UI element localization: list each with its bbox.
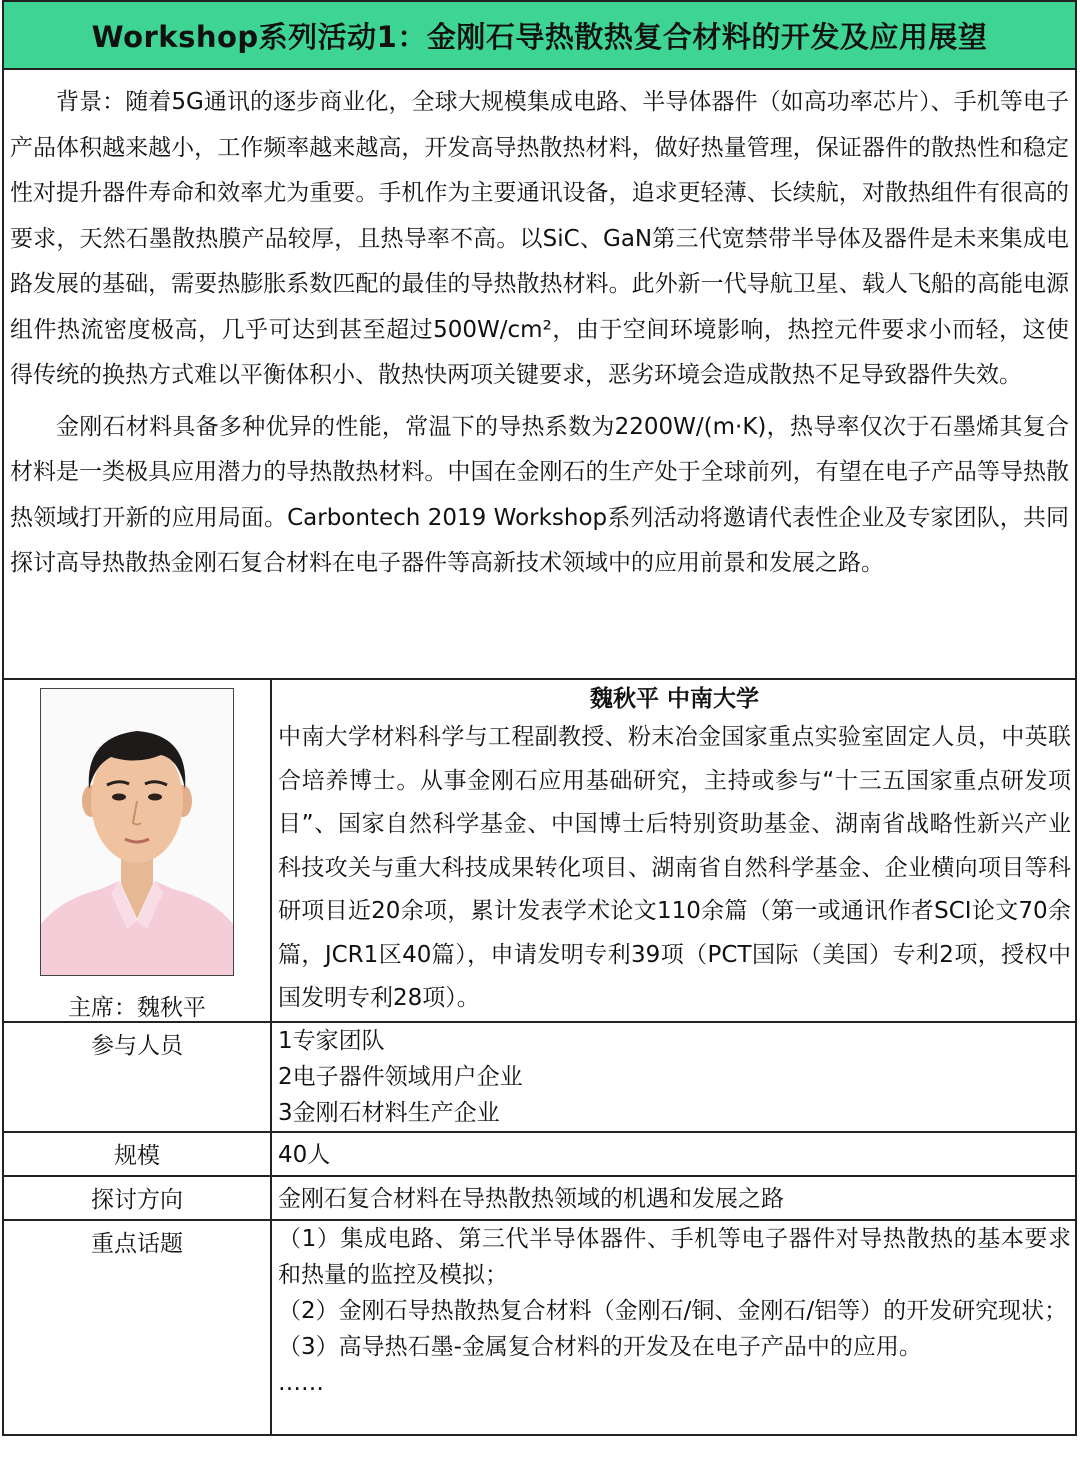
topic-item: （2）金刚石导热散热复合材料（金刚石/铜、金刚石/铝等）的开发研究现状；: [278, 1297, 1068, 1324]
chair-photo-cell: [4, 680, 271, 1022]
chair-label: 主席：魏秋平: [68, 994, 206, 1021]
scale-row: [4, 1132, 1075, 1176]
background-section: [4, 70, 1075, 680]
chair-row: [4, 680, 1075, 1022]
participants-row: [4, 1022, 1075, 1132]
participant-item: 3金刚石材料生产企业: [278, 1099, 500, 1126]
topics-label: 重点话题: [4, 1220, 271, 1434]
scale-label: 规模: [4, 1132, 271, 1176]
topic-item: ……: [278, 1369, 324, 1396]
background-paragraph-1: 背景：随着5G通讯的逐步商业化，全球大规模集成电路、半导体器件（如高功率芯片）、手机等电子产品体积越来越小，工作频率越来越高，开发高导热散热材料，做好热量管理，保证器件的散热性和稳定性对提升器件寿命和效率尤为重要。手机作为主要通讯设备，追求更轻薄、长续航，对散热组件有很高的要求，天然石墨散热膜产品较厚，且热导率不高。以SiC、GaN第三代宽禁带半导体及器件是未来集成电路发展的基础，需要热膨胀系数匹配的最佳的导热散热材料。此外新一代导航卫星、载人飞船的高能电源组件热流密度极高，几乎可达到甚至超过500W/cm²，由于空间环境影响，热控元件要求小而轻，这使得传统的换热方式难以平衡体积小、散热快两项关键要求，恶劣环境会造成散热不足导致器件失效。: [10, 89, 1069, 388]
topic-item: （3）高导热石墨-金属复合材料的开发及在电子产品中的应用。: [278, 1333, 922, 1360]
chair-bio-text: 中南大学材料科学与工程副教授、粉末冶金国家重点实验室固定人员，中英联合培养博士。从事金刚石应用基础研究，主持或参与“十三五国家重点研发项目”、国家自然科学基金、中国博士后特别资助基金、湖南省战略性新兴产业科技攻关与重大科技成果转化项目、湖南省自然科学基金、企业横向项目等科研项目近20余项，累计发表学术论文110余篇（第一或通讯作者SCI论文70余篇，JCR1区40篇），申请发明专利39项（PCT国际（美国）专利2项，授权中国发明专利28项）。: [278, 724, 1071, 1011]
direction-row: [4, 1176, 1075, 1220]
direction-value: 金刚石复合材料在导热散热领域的机遇和发展之路: [271, 1176, 1075, 1220]
topics-row: [4, 1220, 1075, 1434]
portrait-illustration: [41, 689, 233, 975]
participants-list: [271, 1022, 1075, 1132]
participant-item: 1专家团队: [278, 1027, 385, 1054]
workshop-sheet: [2, 0, 1077, 1436]
topics-list: [271, 1220, 1075, 1434]
background-paragraph-2: 金刚石材料具备多种优异的性能，常温下的导热系数为2200W/(m·K)，热导率仅次于石墨烯其复合材料是一类极具应用潜力的导热散热材料。中国在金刚石的生产处于全球前列，有望在电子产品等导热散热领域打开新的应用局面。Carbontech 2019 Workshop系列活动将邀请代表性企业及专家团队，共同探讨高导热散热金刚石复合材料在电子器件等高新技术领域中的应用前景和发展之路。: [10, 413, 1069, 576]
workshop-info-table: [4, 680, 1075, 1434]
page-title: Workshop系列活动1：金刚石导热散热复合材料的开发及应用展望: [4, 2, 1075, 70]
topic-item: （1）集成电路、第三代半导体器件、手机等电子器件对导热散热的基本要求和热量的监控及模拟；: [278, 1225, 1071, 1288]
direction-label: 探讨方向: [4, 1176, 271, 1220]
participants-label: 参与人员: [4, 1022, 271, 1132]
chair-name-heading: 魏秋平 中南大学: [589, 686, 759, 712]
chair-bio-cell: [271, 680, 1075, 1022]
scale-value: 40人: [271, 1132, 1075, 1176]
participant-item: 2电子器件领域用户企业: [278, 1063, 523, 1090]
chair-portrait-photo: [40, 688, 234, 976]
